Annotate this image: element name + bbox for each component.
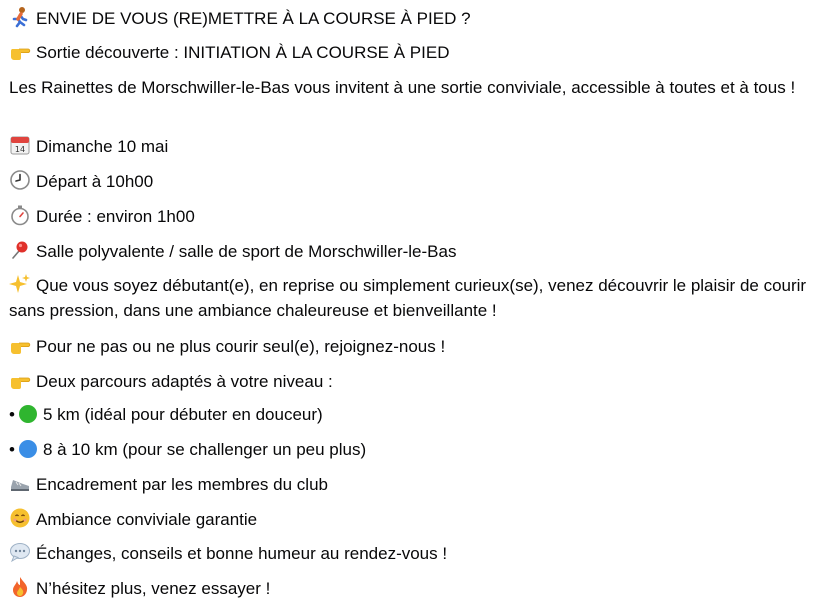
- post-line-ambiance: [9, 507, 834, 532]
- blue-circle-icon: [19, 440, 37, 458]
- post-line-subtitle: [9, 40, 834, 65]
- green-circle-icon: [19, 405, 37, 423]
- pointing-hand-icon: [9, 334, 31, 356]
- post-line-encadrement: [9, 472, 834, 497]
- encadrement-text: Encadrement par les membres du club: [36, 475, 328, 494]
- clock-icon: [9, 169, 31, 191]
- duree-text: Durée : environ 1h00: [36, 207, 195, 226]
- pointing-hand-icon: [9, 40, 31, 62]
- runner-icon: [9, 6, 31, 28]
- sparkles-icon: [9, 273, 31, 295]
- parcours-5km-text: 5 km (idéal pour débuter en douceur): [42, 405, 323, 424]
- list-item: [9, 402, 834, 427]
- parcours-intro-text: Deux parcours adaptés à votre niveau :: [36, 372, 333, 391]
- date-text: Dimanche 10 mai: [36, 137, 169, 156]
- pushpin-icon: [9, 239, 31, 261]
- ambiance-text: Ambiance conviviale garantie: [36, 510, 258, 529]
- subtitle-text: Sortie découverte : INITIATION À LA COURSE À PIED: [36, 43, 450, 62]
- lieu-text: Salle polyvalente / salle de sport de Morschwiller-le-Bas: [36, 242, 457, 261]
- parcours-10km-text: 8 à 10 km (pour se challenger un peu plus): [42, 440, 367, 459]
- speech-bubble-icon: [9, 541, 31, 563]
- invite-text: Que vous soyez débutant(e), en reprise ou simplement curieux(se), venez découvrir le plaisir de courir sans pression, dans une ambiance chaleureuse et bienveillante !: [9, 276, 807, 320]
- calendar-icon: [9, 134, 31, 156]
- post-line-depart: [9, 169, 834, 194]
- post-line-final: [9, 576, 834, 601]
- post-line-duree: [9, 204, 834, 229]
- bullet: •: [9, 405, 15, 424]
- post-line-lieu: [9, 239, 834, 264]
- seul-text: Pour ne pas ou ne plus courir seul(e), rejoignez-nous !: [36, 337, 446, 356]
- smiling-face-icon: [9, 507, 31, 529]
- echanges-text: Échanges, conseils et bonne humeur au rendez-vous !: [36, 544, 448, 563]
- bullet: •: [9, 440, 15, 459]
- post-line-headline: [9, 6, 834, 31]
- post-line-echanges: [9, 541, 834, 566]
- post-line-date: [9, 134, 834, 159]
- list-item: [9, 437, 834, 462]
- post-intro: Les Rainettes de Morschwiller-le-Bas vous invitent à une sortie conviviale, accessible à toutes et à tous !: [9, 78, 796, 97]
- post-line-parcours-intro: [9, 369, 834, 394]
- svg-text:14: 14: [14, 145, 26, 154]
- headline-text: ENVIE DE VOUS (RE)METTRE À LA COURSE À PIED ?: [36, 9, 471, 28]
- stopwatch-icon: [9, 204, 31, 226]
- fire-icon: [9, 576, 31, 598]
- depart-text: Départ à 10h00: [36, 172, 154, 191]
- final-text: N’hésitez plus, venez essayer !: [36, 579, 271, 598]
- pointing-hand-icon: [9, 369, 31, 391]
- post-line-seul: [9, 334, 834, 359]
- post-line-invite: [9, 273, 827, 323]
- sneaker-icon: [9, 472, 31, 494]
